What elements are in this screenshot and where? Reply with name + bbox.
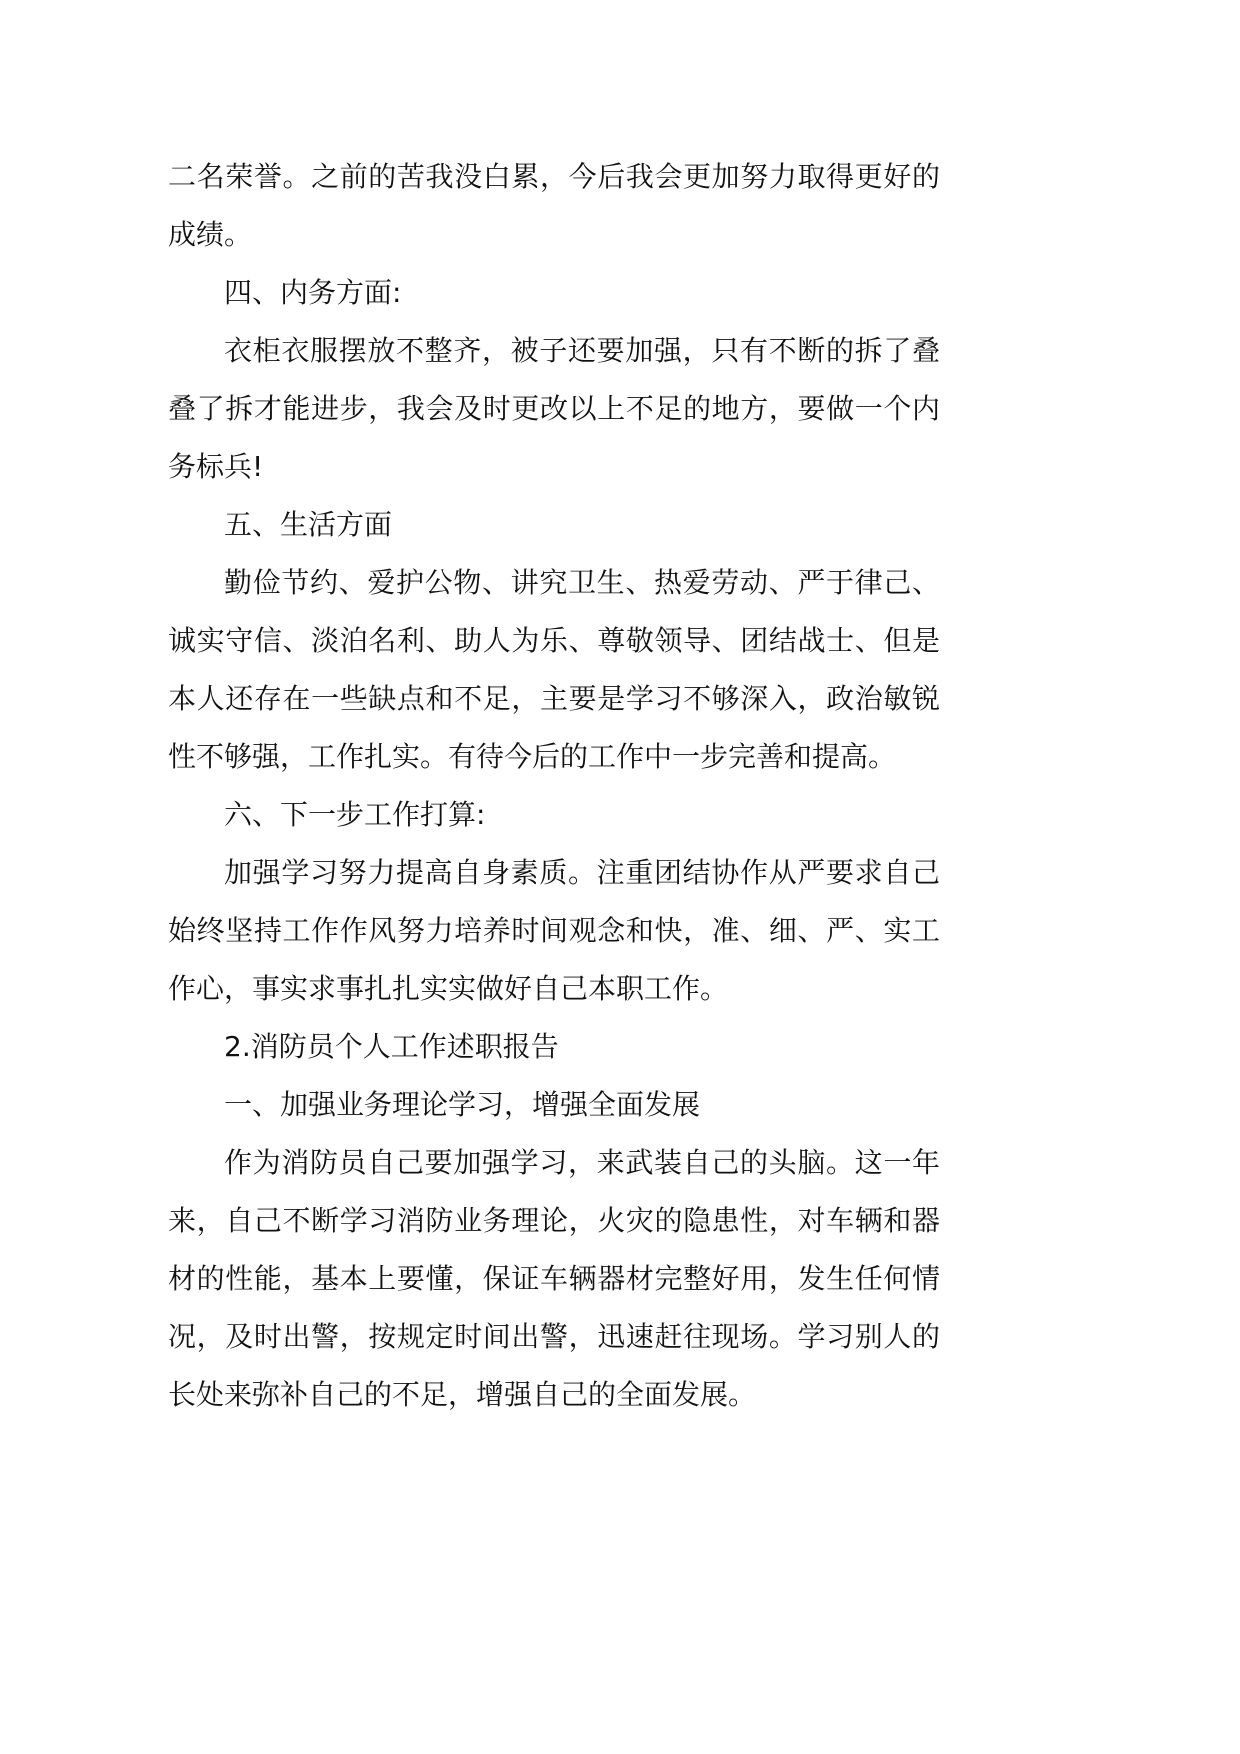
text-line: 况，及时出警，按规定时间出警，迅速赶往现场。学习别人的 (168, 1320, 940, 1353)
text-line: 叠了拆才能进步，我会及时更改以上不足的地方，要做一个内 (168, 392, 940, 425)
section-heading-text: 五、生活方面 (224, 508, 393, 541)
section-heading-text: 一、加强业务理论学习，增强全面发展 (224, 1088, 701, 1121)
paragraph (168, 554, 940, 786)
text-line: 作为消防员自己要加强学习，来武装自己的头脑。这一年 (224, 1146, 940, 1179)
text-line: 来，自己不断学习消防业务理论，火灾的隐患性，对车辆和器 (168, 1204, 940, 1237)
text-line: 二名荣誉。之前的苦我没白累，今后我会更加努力取得更好的 (168, 160, 940, 193)
paragraph (168, 1134, 940, 1424)
text-line: 务标兵! (168, 450, 264, 483)
text-line: 加强学习努力提高自身素质。注重团结协作从严要求自己 (224, 856, 940, 889)
section-heading-text: 四、内务方面: (224, 276, 402, 309)
text-line: 勤俭节约、爱护公物、讲究卫生、热爱劳动、严于律己、 (224, 566, 940, 599)
text-line: 长处来弥补自己的不足，增强自己的全面发展。 (168, 1378, 757, 1411)
text-line: 材的性能，基本上要懂，保证车辆器材完整好用，发生任何情 (168, 1262, 940, 1295)
paragraph (168, 844, 940, 1018)
text-line: 作心，事实求事扎扎实实做好自己本职工作。 (168, 972, 729, 1005)
paragraph (168, 322, 940, 496)
paragraph (168, 148, 940, 264)
text-line: 性不够强，工作扎实。有待今后的工作中一步完善和提高。 (168, 740, 897, 773)
section-heading-text: 六、下一步工作打算: (224, 798, 486, 831)
text-line: 始终坚持工作作风努力培养时间观念和快，准、细、严、实工 (168, 914, 940, 947)
text-line: 诚实守信、淡泊名利、助人为乐、尊敬领导、团结战士、但是 (168, 624, 940, 657)
text-line: 成绩。 (168, 218, 253, 251)
text-line: 本人还存在一些缺点和不足，主要是学习不够深入，政治敏锐 (168, 682, 940, 715)
section-heading (168, 786, 940, 844)
report-title (168, 1018, 940, 1076)
section-heading (168, 264, 940, 322)
document-body (168, 148, 940, 1424)
section-heading (168, 1076, 940, 1134)
text-line: 衣柜衣服摆放不整齐，被子还要加强，只有不断的拆了叠 (224, 334, 940, 367)
report-title-text: 2.消防员个人工作述职报告 (224, 1030, 559, 1063)
section-heading (168, 496, 940, 554)
